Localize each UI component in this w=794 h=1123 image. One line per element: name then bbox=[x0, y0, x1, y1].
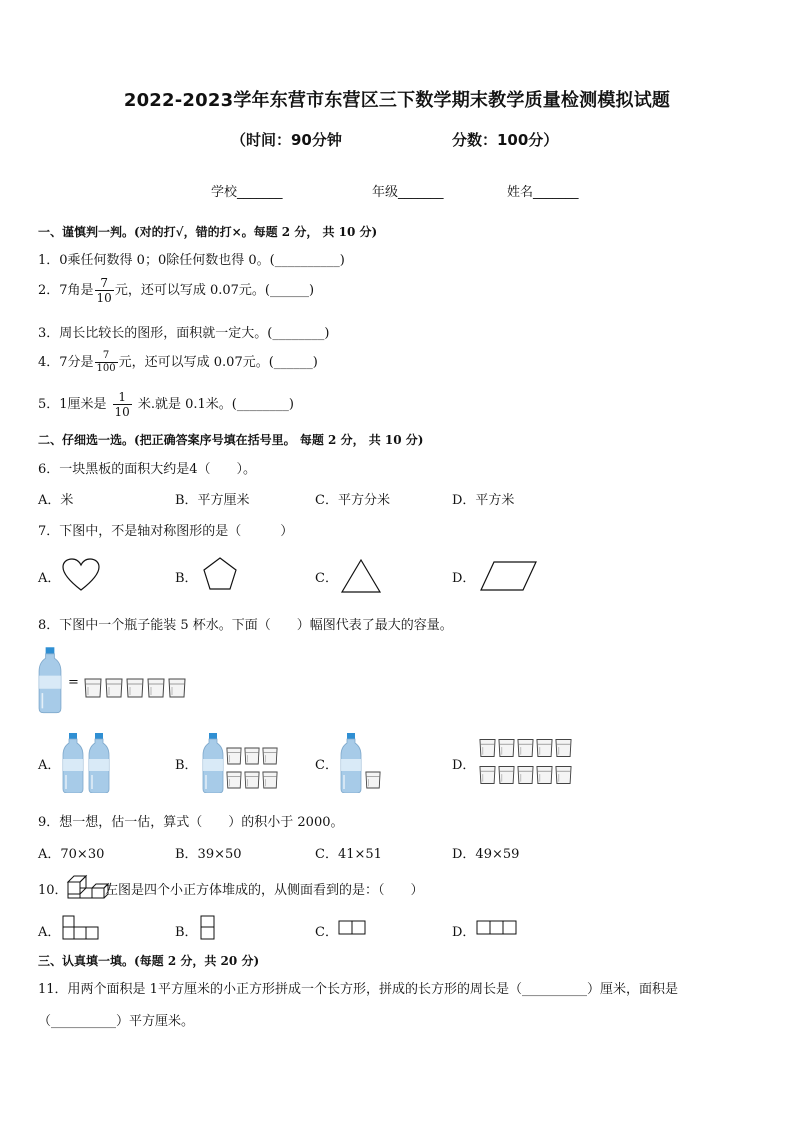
q5-numerator: 1 bbox=[113, 390, 132, 405]
q4-fraction bbox=[95, 350, 118, 375]
q9-option-b[interactable]: B．39×50 bbox=[175, 847, 242, 862]
q10-label-c[interactable]: C． bbox=[315, 925, 338, 940]
question-9: 9．想一想，估一估，算式（ ）的积小于 2000。 bbox=[38, 815, 344, 830]
horizontal-two-view bbox=[338, 920, 368, 936]
five-cups-icon bbox=[84, 677, 190, 701]
two-bottles-icon bbox=[62, 733, 112, 795]
q2-numerator: 7 bbox=[95, 276, 114, 291]
q6-option-a[interactable]: A．米 bbox=[38, 493, 74, 508]
q2-suffix: 元，还可以写成 0.07元。(______) bbox=[114, 283, 315, 298]
question-5 bbox=[38, 390, 294, 419]
q4-denominator: 100 bbox=[96, 363, 116, 374]
vertical-two-view bbox=[200, 915, 216, 941]
q5-prefix: 5．1厘米是 bbox=[38, 397, 107, 412]
equals-sign: = bbox=[68, 675, 79, 690]
question-11-line2: （__________）平方厘米。 bbox=[38, 1014, 195, 1029]
bottle-icon bbox=[38, 643, 62, 717]
q7-label-a[interactable]: A． bbox=[38, 571, 61, 586]
cube-stack-icon bbox=[64, 874, 108, 900]
q5-denominator: 10 bbox=[114, 405, 130, 419]
q9-option-c[interactable]: C．41×51 bbox=[315, 847, 382, 862]
q2-prefix: 2．7角是 bbox=[38, 283, 94, 298]
heart-shape bbox=[62, 558, 100, 592]
question-3: 3．周长比较长的图形，面积就一定大。(________) bbox=[38, 326, 330, 341]
q5-fraction bbox=[113, 390, 132, 419]
q4-numerator: 7 bbox=[95, 350, 118, 363]
question-7: 7．下图中，不是轴对称图形的是（ ） bbox=[38, 524, 294, 539]
q7-label-c[interactable]: C． bbox=[315, 571, 338, 586]
question-6: 6．一块黑板的面积大约是4（ ）。 bbox=[38, 462, 257, 477]
q9-option-d[interactable]: D．49×59 bbox=[452, 847, 520, 862]
q2-fraction bbox=[95, 276, 114, 305]
q7-label-b[interactable]: B． bbox=[175, 571, 198, 586]
name-field[interactable]: 姓名_______ bbox=[507, 185, 579, 200]
section3-heading: 三、认真填一填。(每题 2 分，共 20 分) bbox=[38, 954, 260, 968]
q6-option-d[interactable]: D．平方米 bbox=[452, 493, 515, 508]
q8-label-c[interactable]: C． bbox=[315, 758, 338, 773]
question-2 bbox=[38, 276, 314, 305]
q8-label-a[interactable]: A． bbox=[38, 758, 61, 773]
school-field[interactable]: 学校_______ bbox=[211, 185, 283, 200]
horizontal-three-view bbox=[476, 920, 518, 936]
q9-option-a[interactable]: A．70×30 bbox=[38, 847, 105, 862]
q6-option-b[interactable]: B．平方厘米 bbox=[175, 493, 250, 508]
question-4 bbox=[38, 350, 318, 375]
exam-time: （时间：90分钟 bbox=[231, 131, 342, 149]
q8-label-b[interactable]: B． bbox=[175, 758, 198, 773]
q6-option-c[interactable]: C．平方分米 bbox=[315, 493, 390, 508]
triangle-shape bbox=[340, 558, 382, 594]
q4-suffix: 元，还可以写成 0.07元。(______) bbox=[118, 355, 318, 370]
bottle-six-cups-icon bbox=[202, 733, 278, 795]
section1-heading: 一、谨慎判一判。(对的打√，错的打×。每题 2 分， 共 10 分) bbox=[38, 225, 378, 239]
q7-label-d[interactable]: D． bbox=[452, 571, 476, 586]
section2-heading: 二、仔细选一选。(把正确答案序号填在括号里。 每题 2 分， 共 10 分) bbox=[38, 433, 424, 447]
q5-suffix: 米.就是 0.1米。(________) bbox=[137, 397, 294, 412]
question-1: 1．0乘任何数得 0；0除任何数也得 0。(__________) bbox=[38, 253, 345, 268]
question-11-line1: 11．用两个面积是 1平方厘米的小正方形拼成一个长方形，拼成的长方形的周长是（__________）厘米，面积是 bbox=[38, 982, 678, 997]
l-shape-view bbox=[62, 915, 100, 941]
question-10-text: 左图是四个小正方体堆成的，从侧面看到的是：（ ） bbox=[105, 883, 424, 898]
question-8: 8．下图中一个瓶子能装 5 杯水。下面（ ）幅图代表了最大的容量。 bbox=[38, 618, 453, 633]
q4-prefix: 4．7分是 bbox=[38, 355, 94, 370]
ten-cups-icon bbox=[479, 738, 575, 788]
question-10-number: 10． bbox=[38, 883, 68, 898]
grade-field[interactable]: 年级_______ bbox=[372, 185, 444, 200]
page-title: 2022-2023学年东营市东营区三下数学期末教学质量检测模拟试题 bbox=[123, 90, 671, 111]
parallelogram-shape bbox=[480, 561, 538, 591]
q10-label-a[interactable]: A． bbox=[38, 925, 61, 940]
q8-label-d[interactable]: D． bbox=[452, 758, 476, 773]
q10-label-b[interactable]: B． bbox=[175, 925, 198, 940]
pentagon-shape bbox=[202, 556, 238, 592]
q10-label-d[interactable]: D． bbox=[452, 925, 476, 940]
bottle-one-cup-icon bbox=[340, 733, 386, 795]
q2-denominator: 10 bbox=[96, 291, 112, 305]
exam-score: 分数：100分） bbox=[452, 131, 559, 149]
